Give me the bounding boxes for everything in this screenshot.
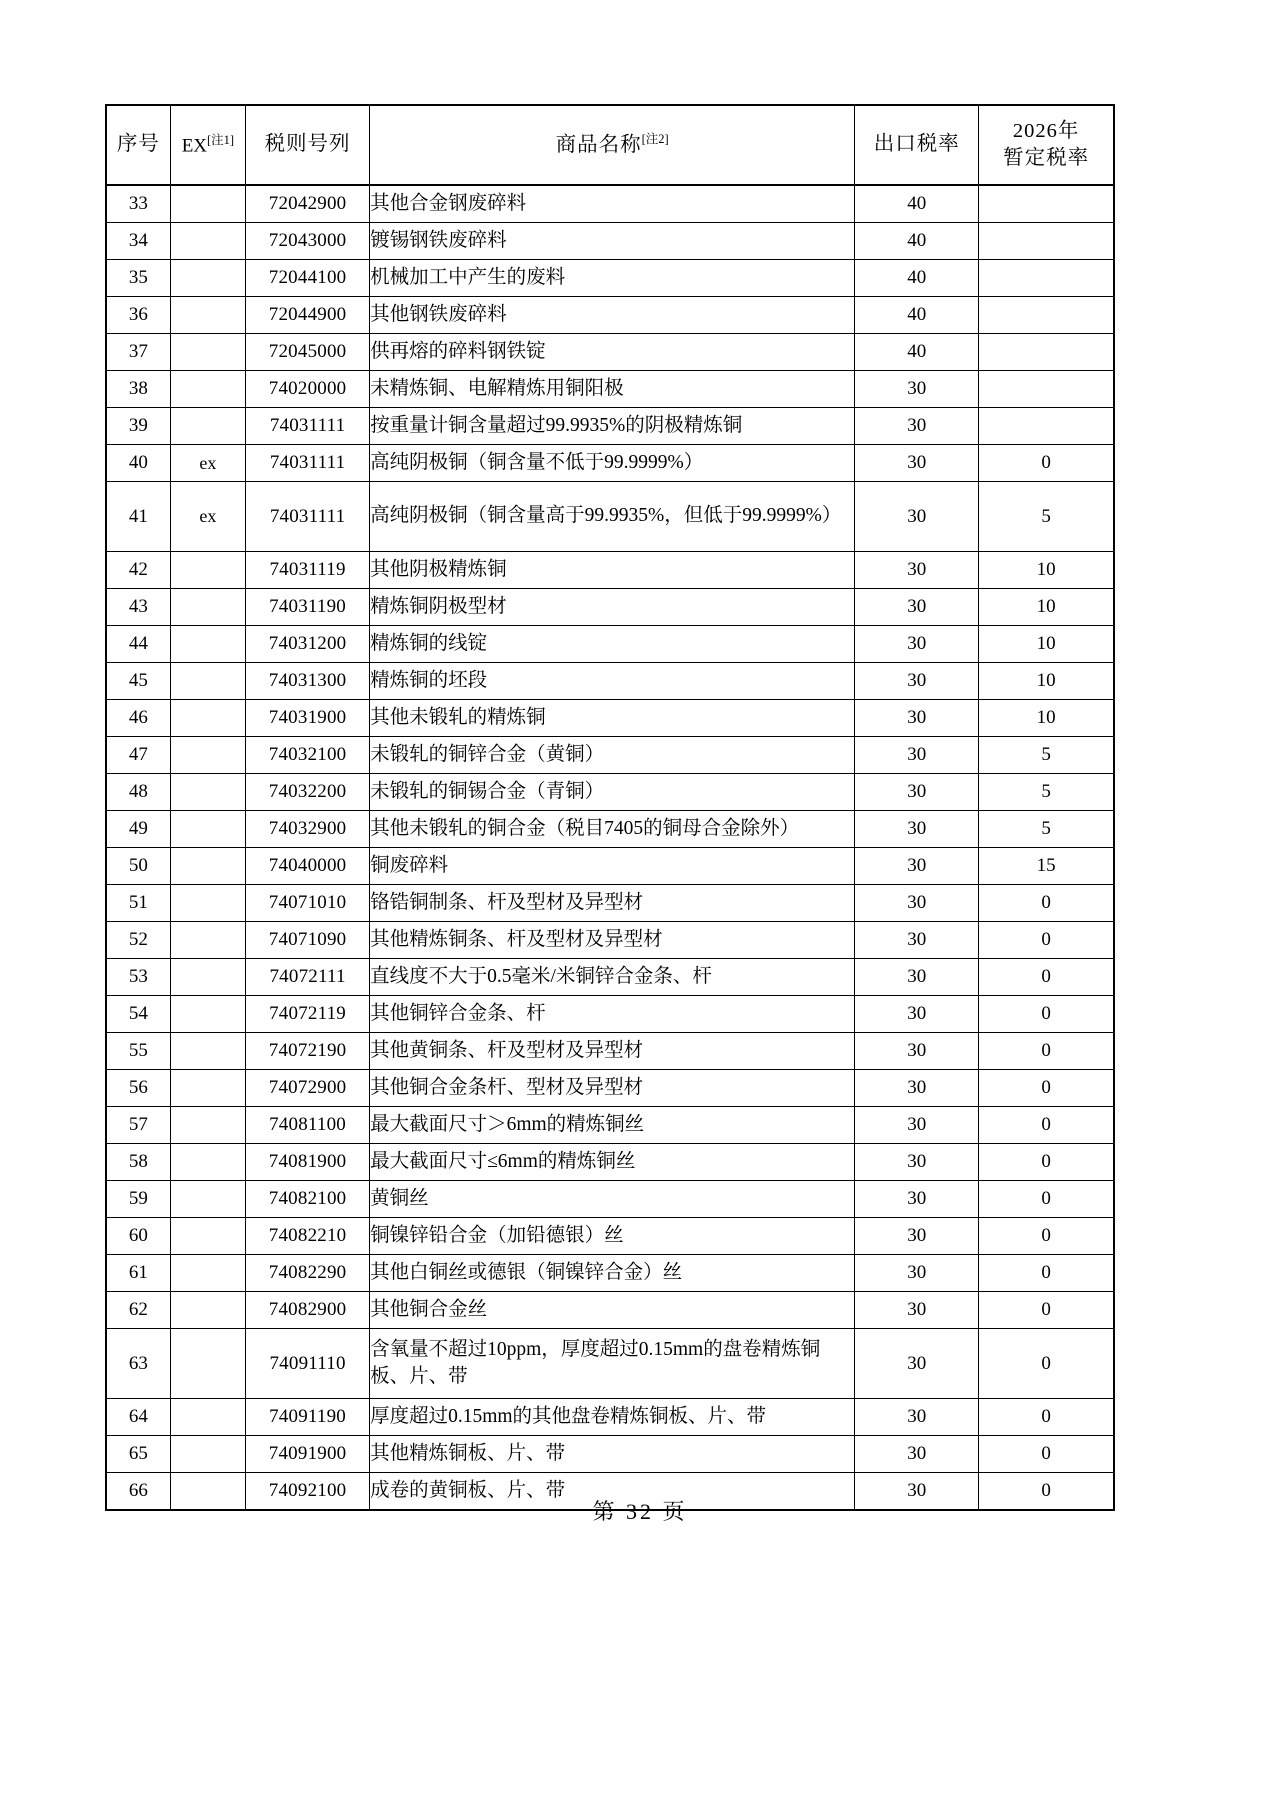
cell-commodity-name: 未精炼铜、电解精炼用铜阳极 — [370, 371, 855, 408]
cell-ex-flag — [170, 1218, 245, 1255]
cell-export-tax-rate: 30 — [855, 774, 979, 811]
cell-export-tax-rate: 30 — [855, 1329, 979, 1399]
table-row — [106, 1292, 1114, 1329]
cell-commodity-name: 供再熔的碎料钢铁锭 — [370, 334, 855, 371]
cell-sequence: 38 — [106, 371, 170, 408]
cell-sequence: 40 — [106, 445, 170, 482]
cell-tariff-code: 72042900 — [246, 185, 370, 223]
cell-tariff-code: 74072111 — [246, 959, 370, 996]
cell-tariff-code: 72043000 — [246, 223, 370, 260]
cell-tariff-code: 74031111 — [246, 445, 370, 482]
table-row — [106, 371, 1114, 408]
table-row — [106, 626, 1114, 663]
cell-tariff-code: 74082210 — [246, 1218, 370, 1255]
cell-export-tax-rate: 30 — [855, 959, 979, 996]
cell-export-tax-rate: 30 — [855, 408, 979, 445]
cell-tariff-code: 74072900 — [246, 1070, 370, 1107]
table-row — [106, 223, 1114, 260]
page-number-footer: 第 32 页 — [592, 1499, 688, 1524]
cell-commodity-name: 按重量计铜含量超过99.9935%的阴极精炼铜 — [370, 408, 855, 445]
cell-sequence: 52 — [106, 922, 170, 959]
cell-sequence: 66 — [106, 1473, 170, 1511]
cell-sequence: 55 — [106, 1033, 170, 1070]
cell-ex-flag — [170, 371, 245, 408]
cell-provisional-rate: 5 — [979, 811, 1114, 848]
cell-provisional-rate: 0 — [979, 1399, 1114, 1436]
cell-ex-flag: ex — [170, 445, 245, 482]
cell-ex-flag — [170, 1181, 245, 1218]
cell-ex-flag — [170, 1436, 245, 1473]
cell-ex-flag — [170, 700, 245, 737]
cell-tariff-code: 74071010 — [246, 885, 370, 922]
cell-provisional-rate: 0 — [979, 1473, 1114, 1511]
cell-tariff-code: 74032100 — [246, 737, 370, 774]
cell-ex-flag — [170, 552, 245, 589]
cell-ex-flag — [170, 626, 245, 663]
column-header-sequence: 序号 — [106, 105, 170, 185]
cell-ex-flag — [170, 1033, 245, 1070]
cell-tariff-code: 74072119 — [246, 996, 370, 1033]
cell-commodity-name: 精炼铜的线锭 — [370, 626, 855, 663]
cell-commodity-name: 黄铜丝 — [370, 1181, 855, 1218]
cell-sequence: 41 — [106, 482, 170, 552]
column-header-ex: EX[注1] — [170, 105, 245, 185]
cell-export-tax-rate: 40 — [855, 223, 979, 260]
cell-sequence: 56 — [106, 1070, 170, 1107]
cell-provisional-rate: 0 — [979, 1255, 1114, 1292]
cell-export-tax-rate: 30 — [855, 885, 979, 922]
cell-export-tax-rate: 30 — [855, 482, 979, 552]
cell-tariff-code: 74071090 — [246, 922, 370, 959]
cell-export-tax-rate: 40 — [855, 260, 979, 297]
cell-provisional-rate: 0 — [979, 996, 1114, 1033]
cell-commodity-name: 其他铜合金丝 — [370, 1292, 855, 1329]
column-header-tariff-code: 税则号列 — [246, 105, 370, 185]
cell-tariff-code: 74081100 — [246, 1107, 370, 1144]
cell-sequence: 46 — [106, 700, 170, 737]
cell-commodity-name: 其他钢铁废碎料 — [370, 297, 855, 334]
table-row — [106, 482, 1114, 552]
table-row — [106, 1033, 1114, 1070]
cell-provisional-rate — [979, 408, 1114, 445]
cell-export-tax-rate: 30 — [855, 996, 979, 1033]
cell-export-tax-rate: 30 — [855, 1436, 979, 1473]
cell-export-tax-rate: 30 — [855, 1070, 979, 1107]
cell-commodity-name: 最大截面尺寸≤6mm的精炼铜丝 — [370, 1144, 855, 1181]
cell-provisional-rate: 10 — [979, 552, 1114, 589]
cell-provisional-rate: 0 — [979, 1144, 1114, 1181]
table-row — [106, 552, 1114, 589]
cell-sequence: 47 — [106, 737, 170, 774]
cell-ex-flag — [170, 589, 245, 626]
table-row — [106, 589, 1114, 626]
cell-tariff-code: 74032900 — [246, 811, 370, 848]
cell-commodity-name: 直线度不大于0.5毫米/米铜锌合金条、杆 — [370, 959, 855, 996]
cell-tariff-code: 74082100 — [246, 1181, 370, 1218]
cell-export-tax-rate: 30 — [855, 371, 979, 408]
table-row — [106, 1255, 1114, 1292]
cell-tariff-code: 74082900 — [246, 1292, 370, 1329]
cell-commodity-name: 成卷的黄铜板、片、带 — [370, 1473, 855, 1511]
cell-export-tax-rate: 30 — [855, 1218, 979, 1255]
table-row — [106, 959, 1114, 996]
cell-export-tax-rate: 30 — [855, 922, 979, 959]
column-header-provisional-rate — [979, 105, 1114, 185]
cell-tariff-code: 72045000 — [246, 334, 370, 371]
cell-tariff-code: 74020000 — [246, 371, 370, 408]
cell-sequence: 37 — [106, 334, 170, 371]
cell-provisional-rate: 0 — [979, 1329, 1114, 1399]
cell-sequence: 49 — [106, 811, 170, 848]
cell-ex-flag — [170, 996, 245, 1033]
table-row — [106, 408, 1114, 445]
cell-sequence: 48 — [106, 774, 170, 811]
cell-ex-flag — [170, 1144, 245, 1181]
cell-ex-flag — [170, 1329, 245, 1399]
cell-commodity-name: 机械加工中产生的废料 — [370, 260, 855, 297]
table-row — [106, 700, 1114, 737]
table-row — [106, 1181, 1114, 1218]
cell-ex-flag: ex — [170, 482, 245, 552]
cell-commodity-name: 高纯阴极铜（铜含量不低于99.9999%） — [370, 445, 855, 482]
table-row — [106, 334, 1114, 371]
cell-sequence: 44 — [106, 626, 170, 663]
cell-tariff-code: 74031111 — [246, 408, 370, 445]
cell-sequence: 57 — [106, 1107, 170, 1144]
footnote-marker-1: [注1] — [207, 132, 235, 147]
cell-tariff-code: 74031300 — [246, 663, 370, 700]
cell-provisional-rate: 0 — [979, 445, 1114, 482]
column-header-export-tax-rate: 出口税率 — [855, 105, 979, 185]
table-row — [106, 811, 1114, 848]
cell-export-tax-rate: 30 — [855, 1399, 979, 1436]
cell-provisional-rate: 0 — [979, 1181, 1114, 1218]
cell-sequence: 51 — [106, 885, 170, 922]
table-row — [106, 922, 1114, 959]
cell-sequence: 63 — [106, 1329, 170, 1399]
cell-sequence: 59 — [106, 1181, 170, 1218]
cell-commodity-name: 镀锡钢铁废碎料 — [370, 223, 855, 260]
cell-tariff-code: 74031200 — [246, 626, 370, 663]
cell-ex-flag — [170, 811, 245, 848]
cell-provisional-rate: 0 — [979, 1107, 1114, 1144]
cell-sequence: 34 — [106, 223, 170, 260]
table-row — [106, 737, 1114, 774]
cell-sequence: 35 — [106, 260, 170, 297]
cell-provisional-rate: 0 — [979, 922, 1114, 959]
cell-tariff-code: 74081900 — [246, 1144, 370, 1181]
cell-ex-flag — [170, 223, 245, 260]
cell-export-tax-rate: 40 — [855, 334, 979, 371]
cell-sequence: 64 — [106, 1399, 170, 1436]
table-row — [106, 848, 1114, 885]
cell-sequence: 60 — [106, 1218, 170, 1255]
cell-sequence: 65 — [106, 1436, 170, 1473]
cell-sequence: 61 — [106, 1255, 170, 1292]
cell-ex-flag — [170, 848, 245, 885]
cell-tariff-code: 74092100 — [246, 1473, 370, 1511]
table-row — [106, 1070, 1114, 1107]
cell-tariff-code: 72044100 — [246, 260, 370, 297]
table-row — [106, 996, 1114, 1033]
cell-sequence: 53 — [106, 959, 170, 996]
cell-commodity-name: 未锻轧的铜锌合金（黄铜） — [370, 737, 855, 774]
cell-provisional-rate: 5 — [979, 737, 1114, 774]
cell-provisional-rate: 10 — [979, 700, 1114, 737]
cell-provisional-rate: 10 — [979, 663, 1114, 700]
table-row — [106, 1107, 1114, 1144]
cell-ex-flag — [170, 737, 245, 774]
table-body — [106, 185, 1114, 1510]
cell-export-tax-rate: 30 — [855, 700, 979, 737]
cell-ex-flag — [170, 774, 245, 811]
cell-sequence: 58 — [106, 1144, 170, 1181]
cell-tariff-code: 74040000 — [246, 848, 370, 885]
cell-sequence: 39 — [106, 408, 170, 445]
cell-tariff-code: 74031900 — [246, 700, 370, 737]
cell-commodity-name: 其他铜锌合金条、杆 — [370, 996, 855, 1033]
cell-ex-flag — [170, 1070, 245, 1107]
cell-sequence: 62 — [106, 1292, 170, 1329]
cell-provisional-rate: 0 — [979, 1436, 1114, 1473]
table-row — [106, 445, 1114, 482]
cell-export-tax-rate: 30 — [855, 1107, 979, 1144]
table-row — [106, 885, 1114, 922]
cell-sequence: 45 — [106, 663, 170, 700]
cell-provisional-rate: 0 — [979, 1033, 1114, 1070]
cell-tariff-code: 74072190 — [246, 1033, 370, 1070]
column-header-commodity-name: 商品名称[注2] — [370, 105, 855, 185]
table-row — [106, 663, 1114, 700]
table-row — [106, 1144, 1114, 1181]
table-row — [106, 1399, 1114, 1436]
cell-export-tax-rate: 30 — [855, 848, 979, 885]
cell-commodity-name: 其他铜合金条杆、型材及异型材 — [370, 1070, 855, 1107]
cell-provisional-rate: 10 — [979, 589, 1114, 626]
cell-export-tax-rate: 30 — [855, 626, 979, 663]
table-row — [106, 1436, 1114, 1473]
cell-ex-flag — [170, 260, 245, 297]
cell-provisional-rate: 0 — [979, 959, 1114, 996]
cell-commodity-name: 未锻轧的铜锡合金（青铜） — [370, 774, 855, 811]
cell-tariff-code: 74031111 — [246, 482, 370, 552]
cell-tariff-code: 74031190 — [246, 589, 370, 626]
cell-commodity-name: 精炼铜阴极型材 — [370, 589, 855, 626]
cell-sequence: 33 — [106, 185, 170, 223]
cell-ex-flag — [170, 1107, 245, 1144]
cell-provisional-rate: 5 — [979, 482, 1114, 552]
cell-provisional-rate: 10 — [979, 626, 1114, 663]
cell-commodity-name: 高纯阴极铜（铜含量高于99.9935%，但低于99.9999%） — [370, 482, 855, 552]
cell-ex-flag — [170, 408, 245, 445]
cell-commodity-name: 含氧量不超过10ppm，厚度超过0.15mm的盘卷精炼铜板、片、带 — [370, 1329, 855, 1399]
export-tariff-table — [105, 104, 1115, 1511]
cell-commodity-name: 其他合金钢废碎料 — [370, 185, 855, 223]
table-row — [106, 185, 1114, 223]
cell-commodity-name: 最大截面尺寸＞6mm的精炼铜丝 — [370, 1107, 855, 1144]
cell-sequence: 54 — [106, 996, 170, 1033]
cell-ex-flag — [170, 959, 245, 996]
cell-provisional-rate — [979, 297, 1114, 334]
cell-tariff-code: 74031119 — [246, 552, 370, 589]
cell-tariff-code: 74091900 — [246, 1436, 370, 1473]
table-header-row — [106, 105, 1114, 185]
cell-ex-flag — [170, 1292, 245, 1329]
table-row — [106, 297, 1114, 334]
table-row — [106, 1218, 1114, 1255]
cell-ex-flag — [170, 922, 245, 959]
cell-export-tax-rate: 40 — [855, 185, 979, 223]
cell-ex-flag — [170, 185, 245, 223]
cell-export-tax-rate: 40 — [855, 297, 979, 334]
cell-tariff-code: 74032200 — [246, 774, 370, 811]
cell-export-tax-rate: 30 — [855, 552, 979, 589]
cell-tariff-code: 74082290 — [246, 1255, 370, 1292]
table-row — [106, 260, 1114, 297]
cell-export-tax-rate: 30 — [855, 1255, 979, 1292]
cell-commodity-name: 精炼铜的坯段 — [370, 663, 855, 700]
cell-commodity-name: 其他未锻轧的铜合金（税目7405的铜母合金除外） — [370, 811, 855, 848]
cell-export-tax-rate: 30 — [855, 1292, 979, 1329]
cell-tariff-code: 72044900 — [246, 297, 370, 334]
cell-tariff-code: 74091190 — [246, 1399, 370, 1436]
cell-ex-flag — [170, 663, 245, 700]
provisional-rate-label: 暂定税率 — [1003, 147, 1090, 169]
cell-export-tax-rate: 30 — [855, 811, 979, 848]
cell-provisional-rate: 15 — [979, 848, 1114, 885]
cell-provisional-rate: 0 — [979, 1070, 1114, 1107]
table-row — [106, 1329, 1114, 1399]
cell-provisional-rate — [979, 223, 1114, 260]
cell-export-tax-rate: 30 — [855, 1144, 979, 1181]
cell-export-tax-rate: 30 — [855, 1473, 979, 1511]
cell-commodity-name: 其他黄铜条、杆及型材及异型材 — [370, 1033, 855, 1070]
cell-ex-flag — [170, 334, 245, 371]
cell-commodity-name: 其他精炼铜板、片、带 — [370, 1436, 855, 1473]
cell-ex-flag — [170, 1255, 245, 1292]
cell-provisional-rate — [979, 260, 1114, 297]
cell-sequence: 36 — [106, 297, 170, 334]
cell-export-tax-rate: 30 — [855, 445, 979, 482]
cell-provisional-rate: 0 — [979, 1292, 1114, 1329]
cell-sequence: 42 — [106, 552, 170, 589]
cell-provisional-rate: 0 — [979, 885, 1114, 922]
cell-sequence: 50 — [106, 848, 170, 885]
cell-ex-flag — [170, 885, 245, 922]
cell-commodity-name: 其他阴极精炼铜 — [370, 552, 855, 589]
cell-provisional-rate: 5 — [979, 774, 1114, 811]
cell-export-tax-rate: 30 — [855, 663, 979, 700]
cell-ex-flag — [170, 297, 245, 334]
cell-commodity-name: 铜废碎料 — [370, 848, 855, 885]
footnote-marker-2: [注2] — [641, 131, 669, 146]
cell-commodity-name: 厚度超过0.15mm的其他盘卷精炼铜板、片、带 — [370, 1399, 855, 1436]
cell-export-tax-rate: 30 — [855, 1033, 979, 1070]
table-row — [106, 774, 1114, 811]
cell-export-tax-rate: 30 — [855, 737, 979, 774]
cell-ex-flag — [170, 1399, 245, 1436]
cell-provisional-rate — [979, 371, 1114, 408]
cell-export-tax-rate: 30 — [855, 1181, 979, 1218]
provisional-rate-year: 2026年 — [1012, 120, 1080, 143]
cell-sequence: 43 — [106, 589, 170, 626]
cell-export-tax-rate: 30 — [855, 589, 979, 626]
cell-commodity-name: 其他未锻轧的精炼铜 — [370, 700, 855, 737]
cell-provisional-rate — [979, 334, 1114, 371]
cell-provisional-rate: 0 — [979, 1218, 1114, 1255]
cell-commodity-name: 铬锆铜制条、杆及型材及异型材 — [370, 885, 855, 922]
cell-commodity-name: 其他精炼铜条、杆及型材及异型材 — [370, 922, 855, 959]
cell-provisional-rate — [979, 185, 1114, 223]
cell-tariff-code: 74091110 — [246, 1329, 370, 1399]
table-header — [106, 105, 1114, 185]
cell-commodity-name: 铜镍锌铅合金（加铅德银）丝 — [370, 1218, 855, 1255]
cell-commodity-name: 其他白铜丝或德银（铜镍锌合金）丝 — [370, 1255, 855, 1292]
